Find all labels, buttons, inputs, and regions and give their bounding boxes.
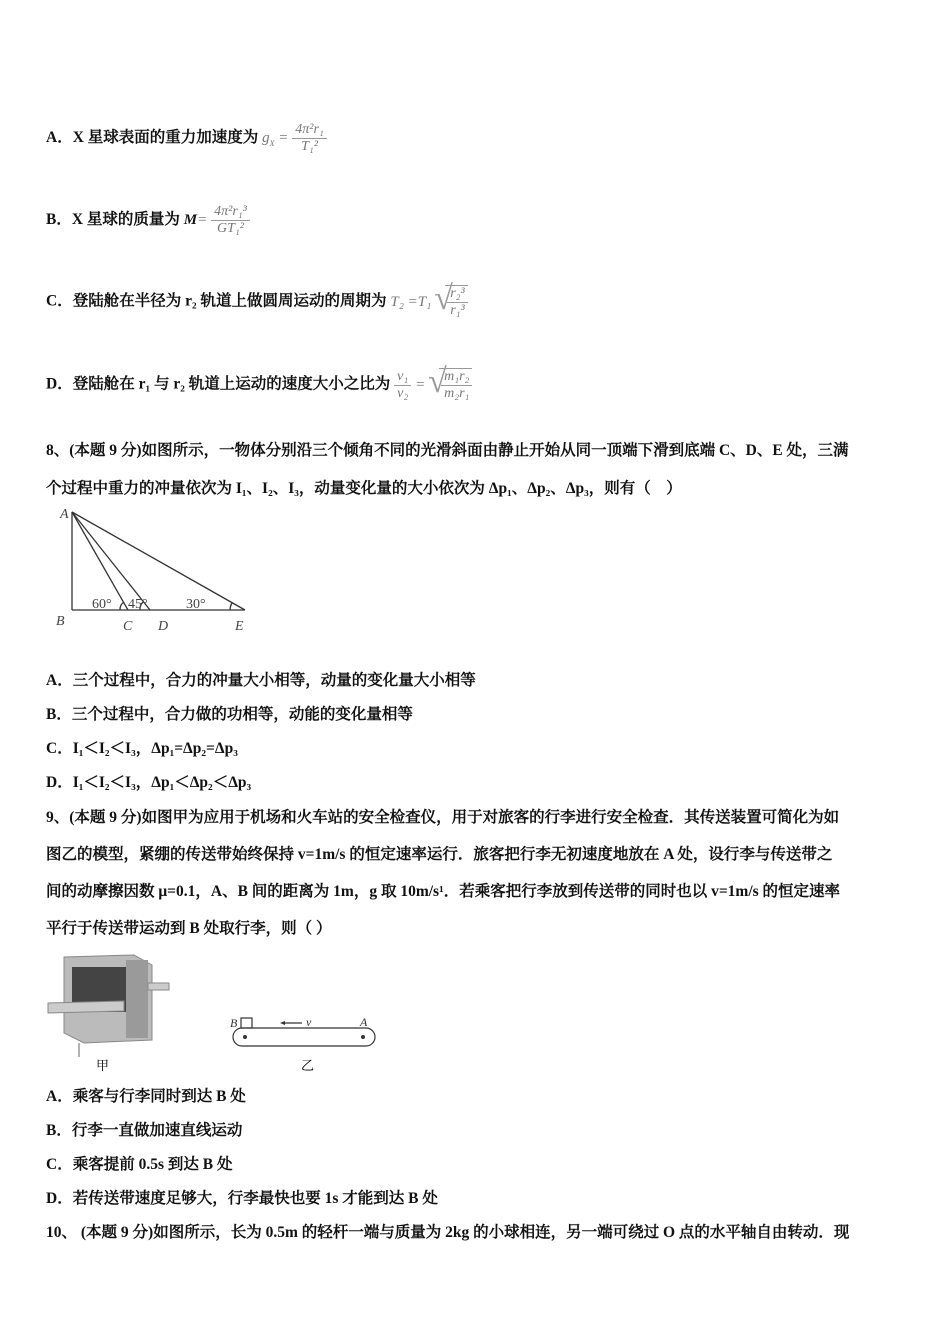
svg-text:60°: 60° (92, 597, 112, 612)
svg-text:30°: 30° (186, 597, 206, 612)
svg-text:C: C (123, 619, 133, 634)
svg-text:D: D (158, 619, 169, 634)
svg-text:甲: 甲 (96, 1058, 110, 1073)
q9-stem-line1: 9、(本题 9 分)如图甲为应用于机场和火车站的安全检查仪，用于对旅客的行李进行安全检查．其传送装置可简化为如 (46, 809, 840, 826)
incline-figure (40, 500, 260, 640)
q9-option-b[interactable]: B．行李一直做加速直线运动 (46, 1122, 243, 1139)
q10-stem-line1: 10、 (本题 9 分)如图所示，长为 0.5m 的轻杆一端与质量为 2kg 的小球相连，另一端可绕过 O 点的水平轴自由转动．现 (46, 1224, 850, 1241)
q9-option-d[interactable]: D．若传送带速度足够大，行李最快也要 1s 才能到达 B 处 (46, 1190, 438, 1207)
svg-text:乙: 乙 (301, 1058, 315, 1073)
q8-option-a[interactable]: A．三个过程中，合力的冲量大小相等，动量的变化量大小相等 (46, 672, 476, 689)
svg-text:B: B (56, 614, 65, 629)
q9-option-c[interactable]: C．乘客提前 0.5s 到达 B 处 (46, 1156, 233, 1173)
svg-text:B: B (230, 1016, 238, 1030)
q9-stem-line2: 图乙的模型，紧绷的传送带始终保持 v=1m/s 的恒定速率运行．旅客把行李无初速度地放在 A 处，设行李与传送带之 (46, 846, 833, 863)
q8-stem-line2: 个过程中重力的冲量依次为 I₁、I₂、I₃，动量变化量的大小依次为 Δp₁、Δp₂、Δp₃，则有（ ） (46, 480, 682, 497)
svg-text:A: A (360, 1015, 368, 1029)
svg-text:A: A (60, 507, 69, 522)
q7-option-c[interactable]: C．登陆舱在半径为 r₂ 轨道上做圆周运动的周期为 T₂ =T₁ √ $\frac{\text{r₂³}}{\text{r₁³}}$ (46, 285, 468, 319)
svg-text:45°: 45° (128, 597, 148, 612)
svg-text:v: v (306, 1015, 312, 1029)
q7-option-a[interactable]: A．X 星球表面的重力加速度为 $g_X$ = $\frac{\text{4π²r₁}}{\text{T₁²}}$ (46, 122, 327, 155)
formula-a: $g_X$ = (262, 129, 289, 148)
svg-text:E: E (235, 619, 244, 634)
q8-option-d[interactable]: D．I₁＜I₂＜I₃，Δp₁＜Δp₂＜Δp₃ (46, 774, 252, 791)
q7-option-b[interactable]: B．X 星球的质量为 M= $\frac{\text{4π²r₁³}}{\text{GT₁²}}$ (46, 204, 250, 237)
q8-option-b[interactable]: B．三个过程中，合力做的功相等，动能的变化量相等 (46, 706, 413, 723)
q8-option-c[interactable]: C．I₁＜I₂＜I₃，Δp₁=Δp₂=Δp₃ (46, 740, 238, 757)
q9-option-a[interactable]: A．乘客与行李同时到达 B 处 (46, 1088, 246, 1105)
q9-stem-line3: 间的动摩擦因数 μ=0.1，A、B 间的距离为 1m，g 取 10m/s¹．若乘客把行李放到传送带的同时也以 v=1m/s 的恒定速率 (46, 883, 841, 900)
q7-option-d[interactable]: D．登陆舱在 r₁ 与 r₂ 轨道上运动的速度大小之比为 $\frac{\text{v₁}}{\text{v₂}}$ = √ $\frac{\text{m₁r₂}}{\text{m₂r₁}}$ (46, 368, 472, 402)
q8-stem-line1: 8、(本题 9 分)如图所示，一物体分别沿三个倾角不同的光滑斜面由静止开始从同一顶端下滑到底端 C、D、E 处，三满 (46, 442, 849, 459)
security-scanner-figure (44, 945, 384, 1075)
q9-stem-line4: 平行于传送带运动到 B 处取行李，则（ ） (46, 920, 332, 937)
